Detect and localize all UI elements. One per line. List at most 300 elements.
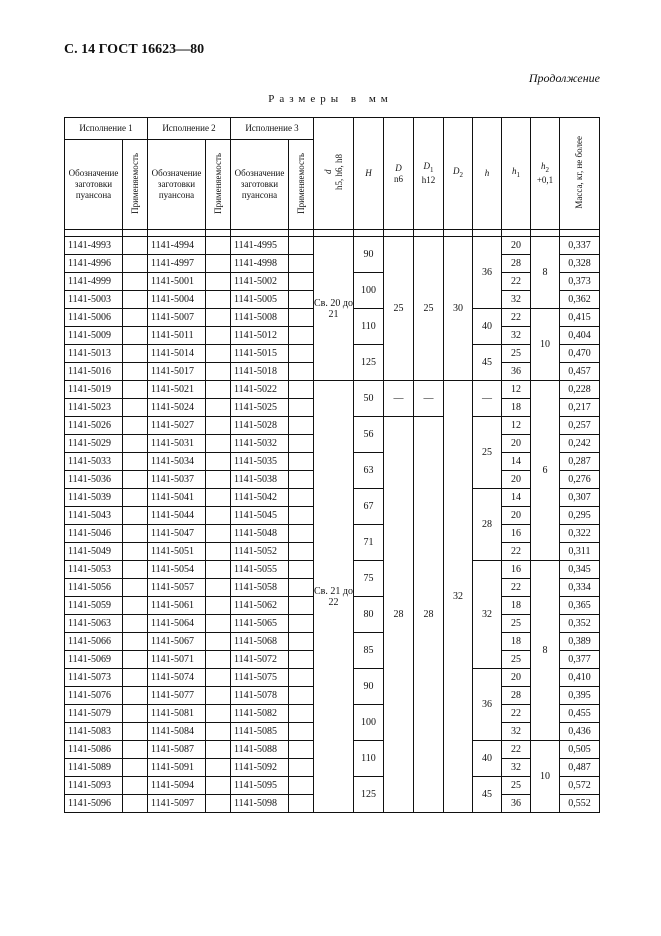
h1-cell: 18	[502, 597, 531, 615]
oboz-1-cell: 1141-5033	[65, 453, 123, 471]
oboz-1-cell: 1141-5049	[65, 543, 123, 561]
primen-3-cell	[289, 597, 314, 615]
primen-3-cell	[289, 273, 314, 291]
primen-1-cell	[123, 651, 148, 669]
primen-3-cell	[289, 489, 314, 507]
H-cell: 75	[354, 561, 384, 597]
oboz-3-cell: 1141-5035	[231, 453, 289, 471]
D-cell: 25	[384, 237, 414, 381]
primen-2-cell	[206, 417, 231, 435]
primen-2-cell	[206, 561, 231, 579]
oboz-3-cell: 1141-5015	[231, 345, 289, 363]
oboz-2-cell: 1141-5001	[148, 273, 206, 291]
primen-3-cell	[289, 687, 314, 705]
h-cell: 36	[473, 237, 502, 309]
h1-cell: 14	[502, 489, 531, 507]
oboz-2-cell: 1141-5047	[148, 525, 206, 543]
H-cell: 90	[354, 669, 384, 705]
h1-cell: 14	[502, 453, 531, 471]
oboz-2-cell: 1141-5091	[148, 759, 206, 777]
mass-cell: 0,572	[560, 777, 600, 795]
primen-3-cell	[289, 255, 314, 273]
oboz-2-cell: 1141-5071	[148, 651, 206, 669]
h1-cell: 36	[502, 363, 531, 381]
primen-3-cell	[289, 759, 314, 777]
mass-cell: 0,352	[560, 615, 600, 633]
h1-cell: 16	[502, 561, 531, 579]
oboz-3-cell: 1141-5025	[231, 399, 289, 417]
D-cell: —	[384, 381, 414, 417]
oboz-2-cell: 1141-5087	[148, 741, 206, 759]
h-cell: —	[473, 381, 502, 417]
h1-cell: 20	[502, 435, 531, 453]
mass-cell: 0,505	[560, 741, 600, 759]
oboz-1-cell: 1141-5046	[65, 525, 123, 543]
primen-3-cell	[289, 633, 314, 651]
primen-1-cell	[123, 669, 148, 687]
primen-3-cell	[289, 723, 314, 741]
D1-cell: 25	[414, 237, 444, 381]
h-cell: 45	[473, 345, 502, 381]
h-cell: 40	[473, 741, 502, 777]
h1-cell: 18	[502, 399, 531, 417]
oboz-3-cell: 1141-5052	[231, 543, 289, 561]
primen-1-cell	[123, 597, 148, 615]
h1-cell: 22	[502, 309, 531, 327]
oboz-1-cell: 1141-5013	[65, 345, 123, 363]
oboz-1-cell: 1141-5006	[65, 309, 123, 327]
primen-1-cell	[123, 327, 148, 345]
H-cell: 85	[354, 633, 384, 669]
primen-1-cell	[123, 363, 148, 381]
H-cell: 90	[354, 237, 384, 273]
oboz-3-cell: 1141-5088	[231, 741, 289, 759]
mass-cell: 0,395	[560, 687, 600, 705]
oboz-2-cell: 1141-4994	[148, 237, 206, 255]
primen-1-cell	[123, 795, 148, 813]
primen-1-cell	[123, 399, 148, 417]
h1-cell: 25	[502, 651, 531, 669]
h2-cell: 8	[531, 561, 560, 741]
h-cell: 28	[473, 489, 502, 561]
primen-3-cell	[289, 417, 314, 435]
h1-cell: 22	[502, 705, 531, 723]
primen-2-cell	[206, 651, 231, 669]
primen-2-cell	[206, 723, 231, 741]
oboz-1-cell: 1141-5083	[65, 723, 123, 741]
header-gap-row	[65, 230, 600, 237]
mass-cell: 0,242	[560, 435, 600, 453]
primen-2-cell	[206, 687, 231, 705]
primen-3-cell	[289, 741, 314, 759]
table-row	[65, 381, 600, 399]
header-mass: Масса, кг, не более	[560, 118, 600, 230]
H-cell: 100	[354, 273, 384, 309]
oboz-3-cell: 1141-5002	[231, 273, 289, 291]
h1-cell: 22	[502, 273, 531, 291]
h1-cell: 28	[502, 255, 531, 273]
primen-2-cell	[206, 525, 231, 543]
H-cell: 110	[354, 741, 384, 777]
mass-cell: 0,337	[560, 237, 600, 255]
primen-1-cell	[123, 471, 148, 489]
primen-1-cell	[123, 543, 148, 561]
primen-2-cell	[206, 309, 231, 327]
mass-cell: 0,436	[560, 723, 600, 741]
header-ispolnenie-1: Исполнение 1	[65, 118, 148, 140]
header-primen-3: Применяемость	[289, 140, 314, 230]
mass-cell: 0,345	[560, 561, 600, 579]
primen-1-cell	[123, 615, 148, 633]
mass-cell: 0,470	[560, 345, 600, 363]
mass-cell: 0,362	[560, 291, 600, 309]
oboz-1-cell: 1141-4993	[65, 237, 123, 255]
oboz-2-cell: 1141-5074	[148, 669, 206, 687]
primen-3-cell	[289, 795, 314, 813]
oboz-2-cell: 1141-5004	[148, 291, 206, 309]
mass-cell: 0,295	[560, 507, 600, 525]
primen-1-cell	[123, 273, 148, 291]
oboz-3-cell: 1141-5055	[231, 561, 289, 579]
primen-1-cell	[123, 687, 148, 705]
oboz-1-cell: 1141-5036	[65, 471, 123, 489]
h1-cell: 12	[502, 417, 531, 435]
oboz-3-cell: 1141-5032	[231, 435, 289, 453]
primen-1-cell	[123, 723, 148, 741]
header-D2: $D_2$	[444, 118, 473, 230]
oboz-1-cell: 1141-5079	[65, 705, 123, 723]
oboz-3-cell: 1141-5095	[231, 777, 289, 795]
D-cell: 28	[384, 417, 414, 813]
primen-2-cell	[206, 435, 231, 453]
mass-cell: 0,228	[560, 381, 600, 399]
header-ispolnenie-3: Исполнение 3	[231, 118, 314, 140]
primen-3-cell	[289, 525, 314, 543]
H-cell: 56	[354, 417, 384, 453]
oboz-3-cell: 1141-5005	[231, 291, 289, 309]
header-H: H	[354, 118, 384, 230]
primen-2-cell	[206, 795, 231, 813]
header-oboz-3: Обозначение заготовки пуансона	[231, 140, 289, 230]
header-ispolnenie-2: Исполнение 2	[148, 118, 231, 140]
h1-cell: 20	[502, 471, 531, 489]
primen-3-cell	[289, 777, 314, 795]
oboz-1-cell: 1141-5069	[65, 651, 123, 669]
primen-3-cell	[289, 291, 314, 309]
primen-3-cell	[289, 705, 314, 723]
mass-cell: 0,328	[560, 255, 600, 273]
primen-2-cell	[206, 759, 231, 777]
h2-cell: 6	[531, 381, 560, 561]
primen-3-cell	[289, 561, 314, 579]
h1-cell: 25	[502, 615, 531, 633]
primen-2-cell	[206, 507, 231, 525]
primen-3-cell	[289, 471, 314, 489]
oboz-3-cell: 1141-5068	[231, 633, 289, 651]
primen-2-cell	[206, 363, 231, 381]
mass-cell: 0,552	[560, 795, 600, 813]
primen-3-cell	[289, 651, 314, 669]
mass-cell: 0,415	[560, 309, 600, 327]
primen-2-cell	[206, 597, 231, 615]
oboz-2-cell: 1141-5044	[148, 507, 206, 525]
primen-3-cell	[289, 543, 314, 561]
oboz-3-cell: 1141-4995	[231, 237, 289, 255]
oboz-2-cell: 1141-5081	[148, 705, 206, 723]
header-oboz-2: Обозначение заготовки пуансона	[148, 140, 206, 230]
H-cell: 71	[354, 525, 384, 561]
oboz-2-cell: 1141-5014	[148, 345, 206, 363]
h1-cell: 20	[502, 669, 531, 687]
primen-1-cell	[123, 489, 148, 507]
primen-1-cell	[123, 417, 148, 435]
h2-cell: 10	[531, 741, 560, 813]
oboz-2-cell: 1141-5064	[148, 615, 206, 633]
primen-1-cell	[123, 561, 148, 579]
oboz-1-cell: 1141-5016	[65, 363, 123, 381]
mass-cell: 0,389	[560, 633, 600, 651]
oboz-3-cell: 1141-5022	[231, 381, 289, 399]
oboz-2-cell: 1141-5007	[148, 309, 206, 327]
primen-2-cell	[206, 669, 231, 687]
mass-cell: 0,373	[560, 273, 600, 291]
h1-cell: 32	[502, 327, 531, 345]
oboz-1-cell: 1141-5056	[65, 579, 123, 597]
primen-2-cell	[206, 777, 231, 795]
H-cell: 100	[354, 705, 384, 741]
oboz-2-cell: 1141-5034	[148, 453, 206, 471]
header-primen-2: Применяемость	[206, 140, 231, 230]
page-header: С. 14 ГОСТ 16623—80	[64, 42, 205, 57]
oboz-3-cell: 1141-5018	[231, 363, 289, 381]
D2-cell: 32	[444, 381, 473, 813]
h1-cell: 18	[502, 633, 531, 651]
mass-cell: 0,307	[560, 489, 600, 507]
primen-2-cell	[206, 543, 231, 561]
mass-cell: 0,257	[560, 417, 600, 435]
h-cell: 45	[473, 777, 502, 813]
oboz-2-cell: 1141-5067	[148, 633, 206, 651]
oboz-1-cell: 1141-5059	[65, 597, 123, 615]
D2-cell: 30	[444, 237, 473, 381]
H-cell: 125	[354, 345, 384, 381]
primen-1-cell	[123, 291, 148, 309]
primen-1-cell	[123, 579, 148, 597]
oboz-3-cell: 1141-5075	[231, 669, 289, 687]
H-cell: 110	[354, 309, 384, 345]
oboz-1-cell: 1141-5096	[65, 795, 123, 813]
oboz-1-cell: 1141-5026	[65, 417, 123, 435]
primen-1-cell	[123, 255, 148, 273]
mass-cell: 0,311	[560, 543, 600, 561]
primen-2-cell	[206, 255, 231, 273]
header-h: h	[473, 118, 502, 230]
primen-2-cell	[206, 633, 231, 651]
oboz-2-cell: 1141-5024	[148, 399, 206, 417]
h2-cell: 8	[531, 237, 560, 309]
primen-1-cell	[123, 741, 148, 759]
oboz-3-cell: 1141-5048	[231, 525, 289, 543]
primen-1-cell	[123, 309, 148, 327]
oboz-1-cell: 1141-5009	[65, 327, 123, 345]
primen-3-cell	[289, 453, 314, 471]
oboz-3-cell: 1141-4998	[231, 255, 289, 273]
oboz-3-cell: 1141-5072	[231, 651, 289, 669]
mass-cell: 0,287	[560, 453, 600, 471]
primen-3-cell	[289, 309, 314, 327]
oboz-3-cell: 1141-5058	[231, 579, 289, 597]
oboz-2-cell: 1141-5061	[148, 597, 206, 615]
primen-3-cell	[289, 615, 314, 633]
oboz-1-cell: 1141-5089	[65, 759, 123, 777]
mass-cell: 0,276	[560, 471, 600, 489]
oboz-1-cell: 1141-4996	[65, 255, 123, 273]
h1-cell: 25	[502, 777, 531, 795]
oboz-3-cell: 1141-5078	[231, 687, 289, 705]
primen-2-cell	[206, 237, 231, 255]
oboz-3-cell: 1141-5042	[231, 489, 289, 507]
oboz-2-cell: 1141-5057	[148, 579, 206, 597]
h1-cell: 32	[502, 759, 531, 777]
h1-cell: 20	[502, 507, 531, 525]
primen-1-cell	[123, 237, 148, 255]
h1-cell: 36	[502, 795, 531, 813]
mass-cell: 0,410	[560, 669, 600, 687]
mass-cell: 0,487	[560, 759, 600, 777]
h1-cell: 32	[502, 291, 531, 309]
primen-3-cell	[289, 345, 314, 363]
primen-2-cell	[206, 471, 231, 489]
h1-cell: 28	[502, 687, 531, 705]
H-cell: 80	[354, 597, 384, 633]
primen-2-cell	[206, 615, 231, 633]
primen-1-cell	[123, 777, 148, 795]
primen-1-cell	[123, 507, 148, 525]
primen-1-cell	[123, 381, 148, 399]
mass-cell: 0,455	[560, 705, 600, 723]
h1-cell: 20	[502, 237, 531, 255]
primen-2-cell	[206, 291, 231, 309]
oboz-2-cell: 1141-5027	[148, 417, 206, 435]
primen-1-cell	[123, 633, 148, 651]
h1-cell: 22	[502, 543, 531, 561]
primen-1-cell	[123, 705, 148, 723]
primen-1-cell	[123, 345, 148, 363]
primen-2-cell	[206, 453, 231, 471]
oboz-1-cell: 1141-5019	[65, 381, 123, 399]
primen-3-cell	[289, 579, 314, 597]
primen-3-cell	[289, 669, 314, 687]
h2-cell: 10	[531, 309, 560, 381]
oboz-1-cell: 1141-5073	[65, 669, 123, 687]
oboz-3-cell: 1141-5085	[231, 723, 289, 741]
mass-cell: 0,377	[560, 651, 600, 669]
oboz-2-cell: 1141-5021	[148, 381, 206, 399]
mass-cell: 0,217	[560, 399, 600, 417]
oboz-1-cell: 1141-5043	[65, 507, 123, 525]
header-d: d h5, h6, h8	[314, 118, 354, 230]
oboz-1-cell: 1141-5039	[65, 489, 123, 507]
h-cell: 32	[473, 561, 502, 669]
mass-cell: 0,365	[560, 597, 600, 615]
oboz-2-cell: 1141-5011	[148, 327, 206, 345]
H-cell: 50	[354, 381, 384, 417]
D1-cell: 28	[414, 417, 444, 813]
d-cell: Св. 20 до 21	[314, 237, 354, 381]
h1-cell: 25	[502, 345, 531, 363]
H-cell: 67	[354, 489, 384, 525]
h1-cell: 22	[502, 741, 531, 759]
primen-3-cell	[289, 363, 314, 381]
oboz-1-cell: 1141-4999	[65, 273, 123, 291]
mass-cell: 0,457	[560, 363, 600, 381]
d-cell: Св. 21 до 22	[314, 381, 354, 813]
primen-2-cell	[206, 489, 231, 507]
oboz-3-cell: 1141-5092	[231, 759, 289, 777]
H-cell: 125	[354, 777, 384, 813]
oboz-3-cell: 1141-5065	[231, 615, 289, 633]
continuation-label: Продолжение	[528, 71, 600, 85]
header-D: D n6	[384, 118, 414, 230]
oboz-2-cell: 1141-5094	[148, 777, 206, 795]
table-row	[65, 237, 600, 255]
primen-3-cell	[289, 327, 314, 345]
oboz-1-cell: 1141-5053	[65, 561, 123, 579]
oboz-1-cell: 1141-5063	[65, 615, 123, 633]
primen-1-cell	[123, 759, 148, 777]
primen-2-cell	[206, 399, 231, 417]
oboz-1-cell: 1141-5029	[65, 435, 123, 453]
oboz-1-cell: 1141-5066	[65, 633, 123, 651]
oboz-2-cell: 1141-5084	[148, 723, 206, 741]
h1-cell: 22	[502, 579, 531, 597]
mass-cell: 0,404	[560, 327, 600, 345]
primen-2-cell	[206, 705, 231, 723]
primen-2-cell	[206, 579, 231, 597]
units-title: Размеры в мм	[268, 93, 393, 105]
header-primen-1: Применяемость	[123, 140, 148, 230]
oboz-2-cell: 1141-5051	[148, 543, 206, 561]
H-cell: 63	[354, 453, 384, 489]
oboz-2-cell: 1141-5097	[148, 795, 206, 813]
oboz-2-cell: 1141-5037	[148, 471, 206, 489]
primen-2-cell	[206, 327, 231, 345]
oboz-1-cell: 1141-5076	[65, 687, 123, 705]
oboz-1-cell: 1141-5023	[65, 399, 123, 417]
oboz-1-cell: 1141-5086	[65, 741, 123, 759]
primen-2-cell	[206, 345, 231, 363]
primen-3-cell	[289, 399, 314, 417]
oboz-2-cell: 1141-4997	[148, 255, 206, 273]
oboz-3-cell: 1141-5062	[231, 597, 289, 615]
primen-2-cell	[206, 741, 231, 759]
h1-cell: 16	[502, 525, 531, 543]
primen-2-cell	[206, 381, 231, 399]
oboz-3-cell: 1141-5082	[231, 705, 289, 723]
oboz-2-cell: 1141-5031	[148, 435, 206, 453]
h-cell: 36	[473, 669, 502, 741]
primen-3-cell	[289, 237, 314, 255]
header-D1: $D_1$ h12	[414, 118, 444, 230]
oboz-3-cell: 1141-5012	[231, 327, 289, 345]
oboz-2-cell: 1141-5054	[148, 561, 206, 579]
mass-cell: 0,334	[560, 579, 600, 597]
h-cell: 25	[473, 417, 502, 489]
mass-cell: 0,322	[560, 525, 600, 543]
primen-3-cell	[289, 381, 314, 399]
oboz-1-cell: 1141-5093	[65, 777, 123, 795]
h-cell: 40	[473, 309, 502, 345]
